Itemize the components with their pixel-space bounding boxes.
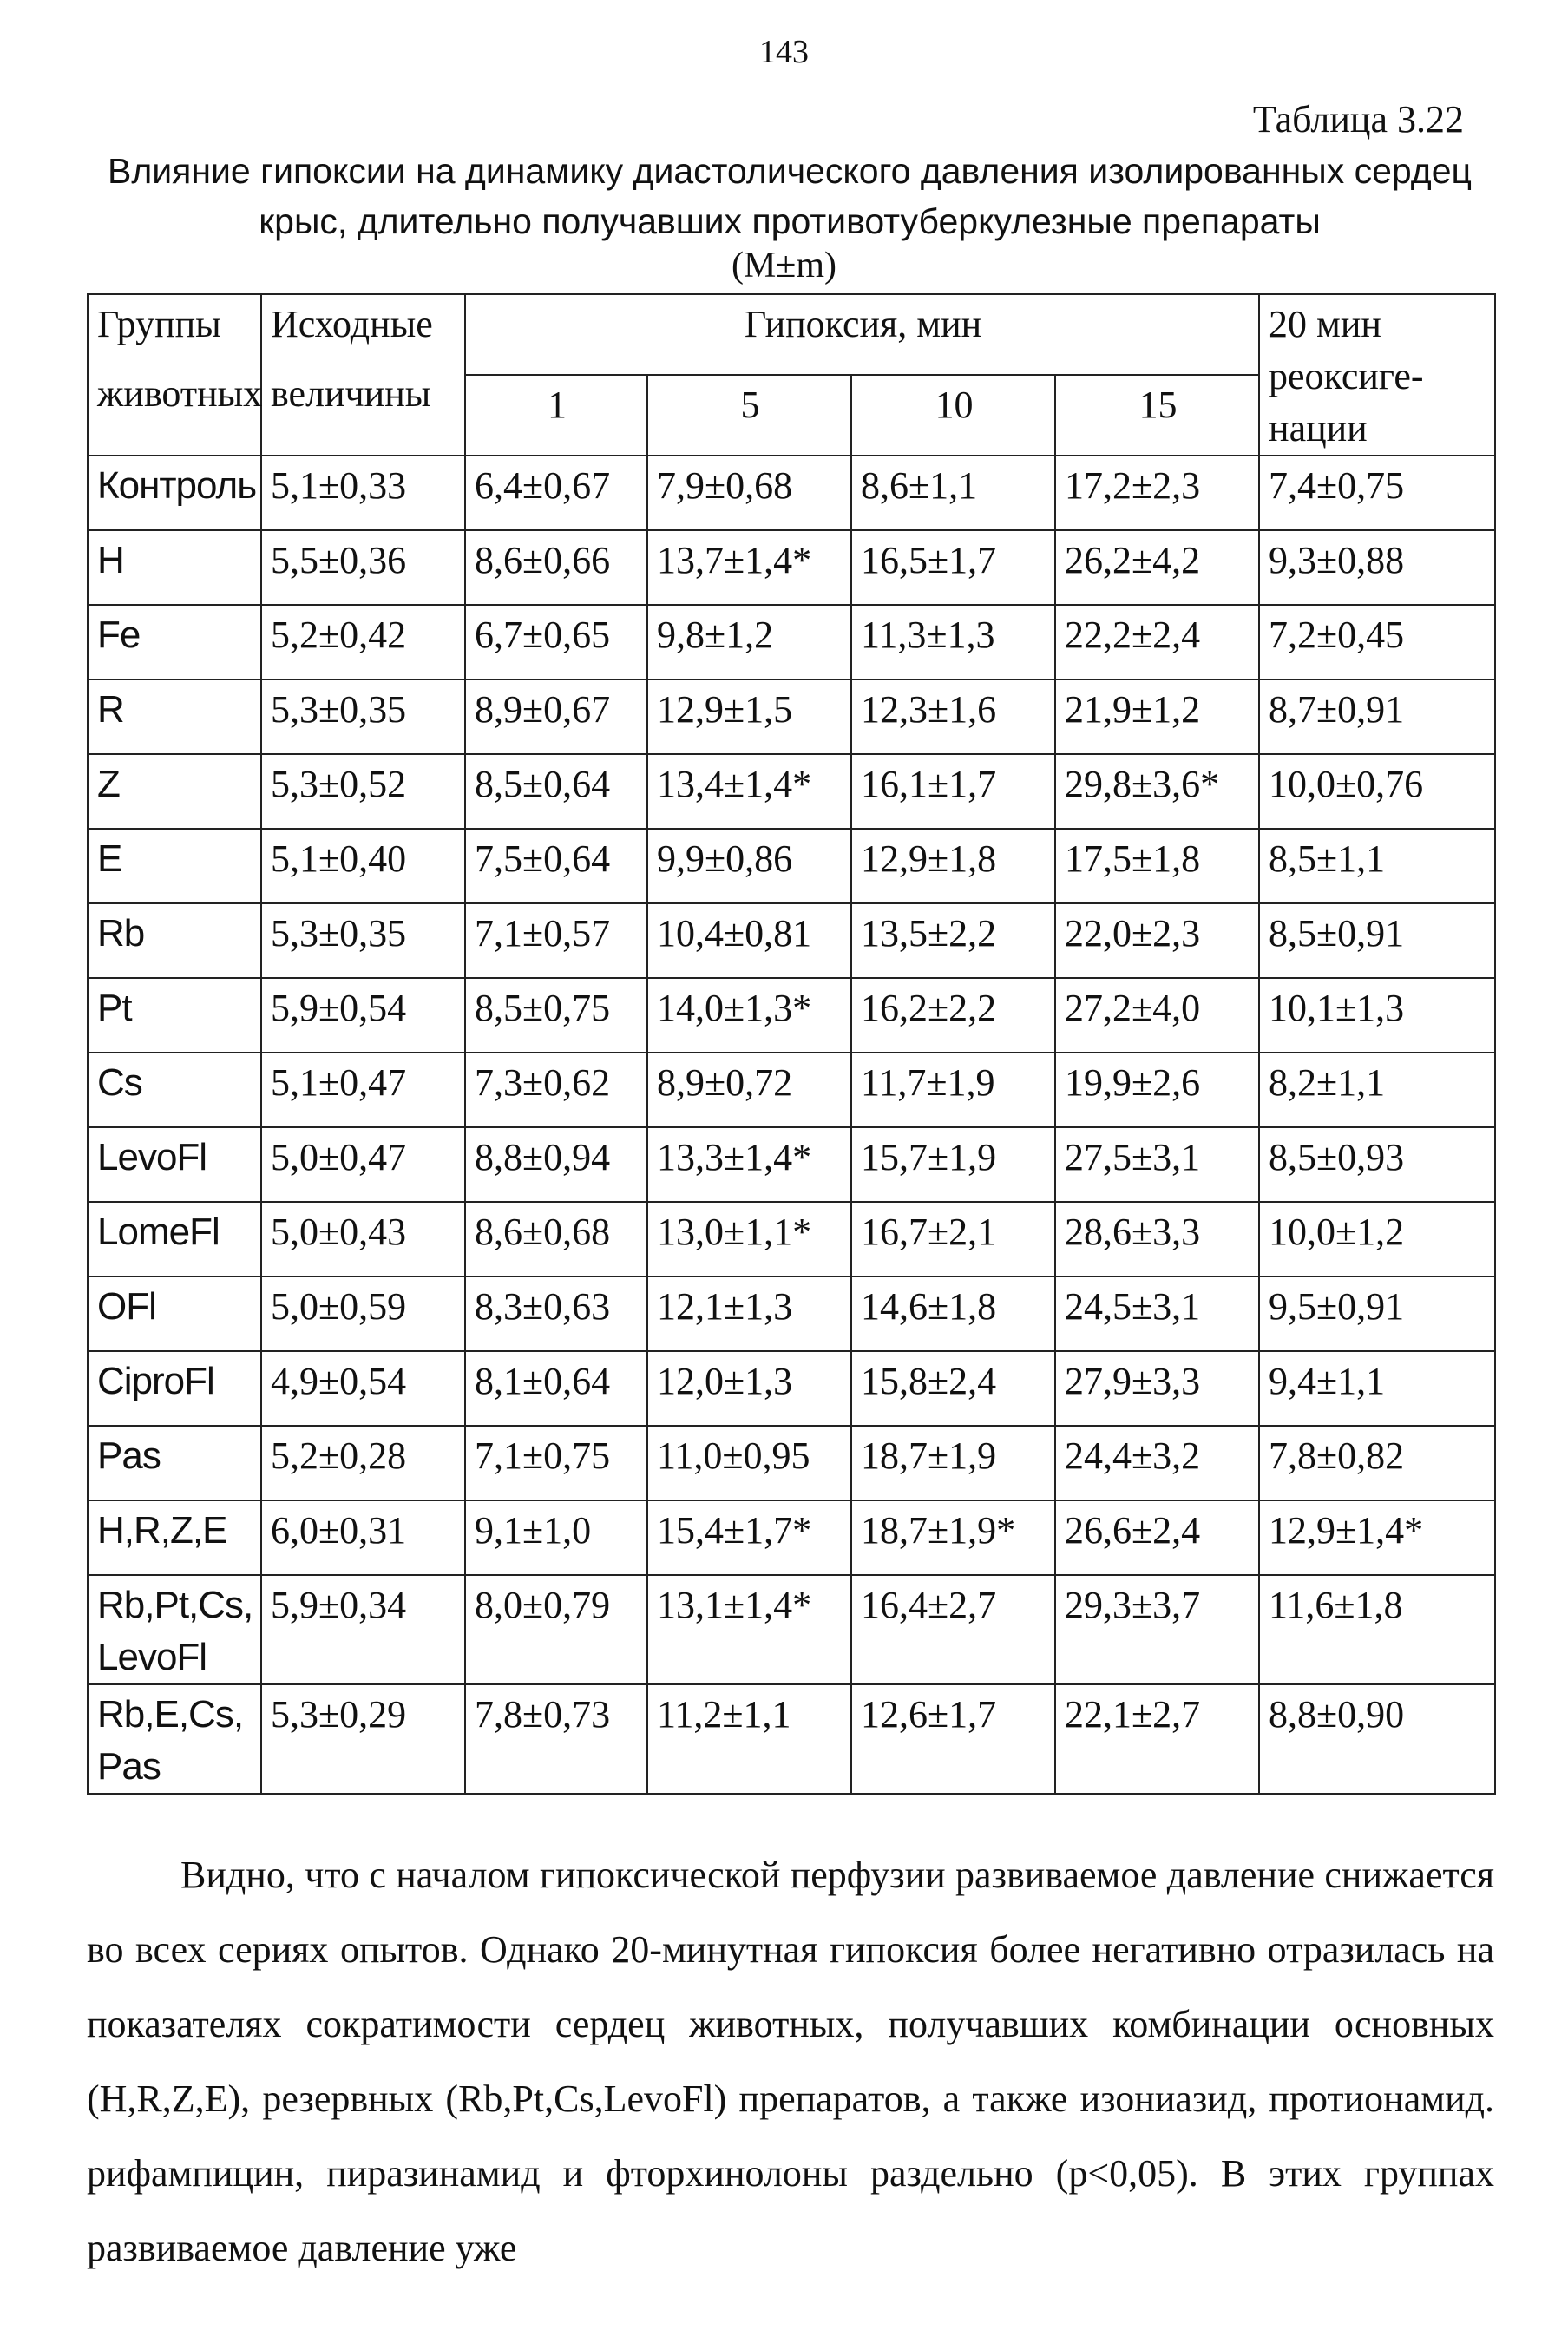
table-row: [88, 903, 1495, 978]
group-cell: LomeFl: [88, 1202, 261, 1277]
value-cell: 8,8±0,90: [1259, 1684, 1495, 1794]
header-reoxygenation: 20 мин реоксиге-нации: [1259, 294, 1495, 456]
value-cell: 12,9±1,5: [647, 679, 851, 754]
value-cell: 9,8±1,2: [647, 605, 851, 679]
value-cell: 26,2±4,2: [1055, 530, 1259, 605]
value-cell: 8,5±0,64: [465, 754, 647, 829]
value-cell: 8,3±0,63: [465, 1277, 647, 1351]
value-cell: 7,1±0,57: [465, 903, 647, 978]
header-minute-1: 1: [465, 375, 647, 456]
value-cell: 12,9±1,4*: [1259, 1500, 1495, 1575]
value-cell: 5,3±0,52: [261, 754, 465, 829]
value-cell: 13,1±1,4*: [647, 1575, 851, 1684]
value-cell: 16,7±2,1: [851, 1202, 1055, 1277]
value-cell: 9,5±0,91: [1259, 1277, 1495, 1351]
value-cell: 7,1±0,75: [465, 1426, 647, 1500]
value-cell: 9,4±1,1: [1259, 1351, 1495, 1426]
group-cell: Rb: [88, 903, 261, 978]
value-cell: 8,5±1,1: [1259, 829, 1495, 903]
value-cell: 11,6±1,8: [1259, 1575, 1495, 1684]
value-cell: 11,0±0,95: [647, 1426, 851, 1500]
value-cell: 28,6±3,3: [1055, 1202, 1259, 1277]
value-cell: 16,5±1,7: [851, 530, 1055, 605]
value-cell: 8,0±0,79: [465, 1575, 647, 1684]
value-cell: 10,0±1,2: [1259, 1202, 1495, 1277]
value-cell: 8,5±0,93: [1259, 1127, 1495, 1202]
value-cell: 8,9±0,72: [647, 1053, 851, 1127]
group-cell: E: [88, 829, 261, 903]
value-cell: 8,7±0,91: [1259, 679, 1495, 754]
group-cell: Cs: [88, 1053, 261, 1127]
value-cell: 9,3±0,88: [1259, 530, 1495, 605]
value-cell: 29,8±3,6*: [1055, 754, 1259, 829]
value-cell: 7,8±0,73: [465, 1684, 647, 1794]
value-cell: 5,5±0,36: [261, 530, 465, 605]
header-hypoxia: Гипоксия, мин: [465, 294, 1259, 375]
table-row: [88, 1500, 1495, 1575]
header-group-line1: Группы: [97, 303, 221, 345]
header-baseline: [261, 294, 465, 456]
value-cell: 22,2±2,4: [1055, 605, 1259, 679]
table-row: [88, 829, 1495, 903]
value-cell: 11,2±1,1: [647, 1684, 851, 1794]
group-cell: OFl: [88, 1277, 261, 1351]
table-row: [88, 1277, 1495, 1351]
value-cell: 5,2±0,28: [261, 1426, 465, 1500]
value-cell: 5,3±0,35: [261, 903, 465, 978]
value-cell: 8,5±0,75: [465, 978, 647, 1053]
value-cell: 5,3±0,35: [261, 679, 465, 754]
value-cell: 13,4±1,4*: [647, 754, 851, 829]
value-cell: 19,9±2,6: [1055, 1053, 1259, 1127]
paragraph-text: Видно, что с началом гипоксической перфузии развиваемое давление снижается во всех сериях опытов. Однако 20-минутная гипоксия более негативно отразилась на показателях сократимости сердец животных, получавших комбинации основных (H,R,Z,E), резервных (Rb,Pt,Cs,LevoFl) препаратов, а также изониазид, протионамид. рифампицин, пиразинамид и фторхинолоны раздельно (p<0,05). В этих группах развиваемое давление уже: [87, 1854, 1494, 2269]
header-baseline-line2: величины: [271, 372, 431, 415]
table-row: [88, 530, 1495, 605]
value-cell: 6,7±0,65: [465, 605, 647, 679]
value-cell: 8,5±0,91: [1259, 903, 1495, 978]
value-cell: 12,3±1,6: [851, 679, 1055, 754]
page-number: 143: [759, 34, 809, 70]
value-cell: 7,5±0,64: [465, 829, 647, 903]
header-baseline-line1: Исходные: [271, 303, 433, 345]
table-row: [88, 754, 1495, 829]
value-cell: 8,1±0,64: [465, 1351, 647, 1426]
group-cell: H: [88, 530, 261, 605]
value-cell: 26,6±2,4: [1055, 1500, 1259, 1575]
value-cell: 12,6±1,7: [851, 1684, 1055, 1794]
value-cell: 7,3±0,62: [465, 1053, 647, 1127]
table-label: Таблица 3.22: [1252, 98, 1464, 141]
value-cell: 14,0±1,3*: [647, 978, 851, 1053]
value-cell: 13,5±2,2: [851, 903, 1055, 978]
value-cell: 12,1±1,3: [647, 1277, 851, 1351]
value-cell: 6,0±0,31: [261, 1500, 465, 1575]
value-cell: 13,7±1,4*: [647, 530, 851, 605]
value-cell: 18,7±1,9: [851, 1426, 1055, 1500]
table-row: [88, 978, 1495, 1053]
value-cell: 10,0±0,76: [1259, 754, 1495, 829]
value-cell: 8,2±1,1: [1259, 1053, 1495, 1127]
value-cell: 27,5±3,1: [1055, 1127, 1259, 1202]
value-cell: 5,2±0,42: [261, 605, 465, 679]
group-cell: CiproFl: [88, 1351, 261, 1426]
value-cell: 10,1±1,3: [1259, 978, 1495, 1053]
value-cell: 6,4±0,67: [465, 456, 647, 530]
value-cell: 8,6±0,66: [465, 530, 647, 605]
table-row: [88, 1202, 1495, 1277]
value-cell: 29,3±3,7: [1055, 1575, 1259, 1684]
value-cell: 7,2±0,45: [1259, 605, 1495, 679]
value-cell: 7,8±0,82: [1259, 1426, 1495, 1500]
value-cell: 27,9±3,3: [1055, 1351, 1259, 1426]
body-paragraph: [87, 1838, 1494, 2286]
value-cell: 16,1±1,7: [851, 754, 1055, 829]
value-cell: 4,9±0,54: [261, 1351, 465, 1426]
data-table: [87, 293, 1496, 1795]
group-cell: Pt: [88, 978, 261, 1053]
value-cell: 22,0±2,3: [1055, 903, 1259, 978]
value-cell: 12,0±1,3: [647, 1351, 851, 1426]
group-cell: Fe: [88, 605, 261, 679]
value-cell: 24,5±3,1: [1055, 1277, 1259, 1351]
value-cell: 5,1±0,40: [261, 829, 465, 903]
value-cell: 5,1±0,33: [261, 456, 465, 530]
value-cell: 13,3±1,4*: [647, 1127, 851, 1202]
value-cell: 11,3±1,3: [851, 605, 1055, 679]
header-minute-15: 15: [1055, 375, 1259, 456]
value-cell: 5,1±0,47: [261, 1053, 465, 1127]
table-row: [88, 1684, 1495, 1794]
group-cell: R: [88, 679, 261, 754]
group-cell: Pas: [88, 1426, 261, 1500]
group-cell: Rb,Pt,Cs, LevoFl: [88, 1575, 261, 1684]
value-cell: 15,4±1,7*: [647, 1500, 851, 1575]
value-cell: 5,0±0,47: [261, 1127, 465, 1202]
value-cell: 15,8±2,4: [851, 1351, 1055, 1426]
value-cell: 5,9±0,54: [261, 978, 465, 1053]
value-cell: 21,9±1,2: [1055, 679, 1259, 754]
header-minute-5: 5: [647, 375, 851, 456]
value-cell: 18,7±1,9*: [851, 1500, 1055, 1575]
value-cell: 17,2±2,3: [1055, 456, 1259, 530]
group-cell: Контроль: [88, 456, 261, 530]
group-cell: H,R,Z,E: [88, 1500, 261, 1575]
value-cell: 9,9±0,86: [647, 829, 851, 903]
value-cell: 13,0±1,1*: [647, 1202, 851, 1277]
value-cell: 17,5±1,8: [1055, 829, 1259, 903]
value-cell: 11,7±1,9: [851, 1053, 1055, 1127]
table-body: [88, 456, 1495, 1794]
table-title-units: (M±m): [731, 246, 837, 285]
value-cell: 8,8±0,94: [465, 1127, 647, 1202]
value-cell: 5,0±0,59: [261, 1277, 465, 1351]
table-row: [88, 1127, 1495, 1202]
group-cell: Rb,E,Cs, Pas: [88, 1684, 261, 1794]
table-row: [88, 1426, 1495, 1500]
table-row: [88, 1575, 1495, 1684]
value-cell: 12,9±1,8: [851, 829, 1055, 903]
table-title: Влияние гипоксии на динамику диастолического давления изолированных сердец крыс, длительно получавших противотуберкулезные препараты: [108, 151, 1472, 241]
value-cell: 24,4±3,2: [1055, 1426, 1259, 1500]
table-row: [88, 1351, 1495, 1426]
value-cell: 7,9±0,68: [647, 456, 851, 530]
value-cell: 8,6±1,1: [851, 456, 1055, 530]
value-cell: 16,4±2,7: [851, 1575, 1055, 1684]
value-cell: 16,2±2,2: [851, 978, 1055, 1053]
value-cell: 5,3±0,29: [261, 1684, 465, 1794]
table-row: [88, 605, 1495, 679]
group-cell: Z: [88, 754, 261, 829]
value-cell: 5,9±0,34: [261, 1575, 465, 1684]
value-cell: 5,0±0,43: [261, 1202, 465, 1277]
value-cell: 27,2±4,0: [1055, 978, 1259, 1053]
value-cell: 9,1±1,0: [465, 1500, 647, 1575]
group-cell: LevoFl: [88, 1127, 261, 1202]
header-group: [88, 294, 261, 456]
value-cell: 22,1±2,7: [1055, 1684, 1259, 1794]
value-cell: 14,6±1,8: [851, 1277, 1055, 1351]
value-cell: 10,4±0,81: [647, 903, 851, 978]
table-row: [88, 679, 1495, 754]
value-cell: 15,7±1,9: [851, 1127, 1055, 1202]
value-cell: 8,6±0,68: [465, 1202, 647, 1277]
table-row: [88, 456, 1495, 530]
table-row: [88, 1053, 1495, 1127]
value-cell: 7,4±0,75: [1259, 456, 1495, 530]
value-cell: 8,9±0,67: [465, 679, 647, 754]
header-minute-10: 10: [851, 375, 1055, 456]
header-group-line2: животных: [97, 372, 263, 415]
